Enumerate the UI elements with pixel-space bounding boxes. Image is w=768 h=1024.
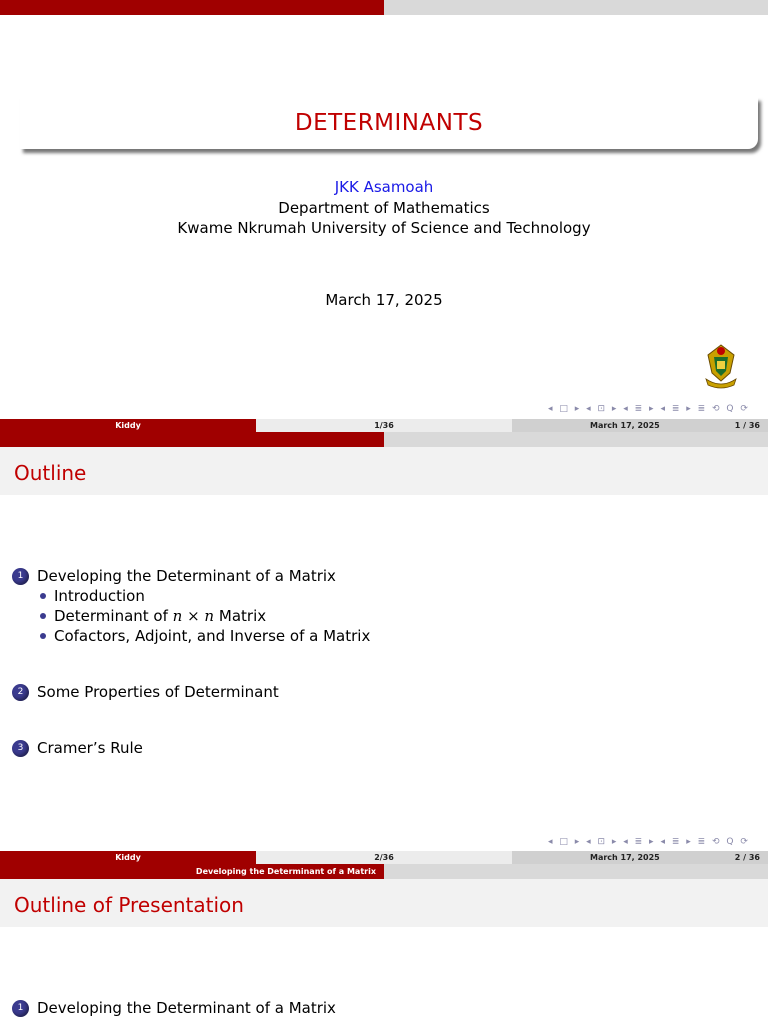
beamer-navigation-icons[interactable]: ◂ □ ▸ ◂ ⊡ ▸ ◂ ≣ ▸ ◂ ≣ ▸ ≣ ⟲ Q ⟳ bbox=[548, 404, 750, 414]
footer-bar-slide1 bbox=[0, 419, 768, 432]
bullet-icon bbox=[40, 613, 46, 619]
outline-item-label: Developing the Determinant of a Matrix bbox=[37, 999, 336, 1017]
outline-item-3[interactable] bbox=[12, 739, 143, 757]
beamer-navigation-icons-slide2[interactable]: ◂ □ ▸ ◂ ⊡ ▸ ◂ ≣ ▸ ◂ ≣ ▸ ≣ ⟲ Q ⟳ bbox=[548, 837, 750, 847]
footer-right bbox=[512, 851, 768, 864]
presentation-item-1[interactable] bbox=[12, 999, 336, 1017]
slide-title-box bbox=[20, 97, 758, 149]
subitem-label-suffix: Matrix bbox=[218, 607, 267, 625]
outline-subitem-introduction[interactable] bbox=[40, 587, 145, 605]
slide-title: DETERMINANTS bbox=[294, 110, 484, 136]
progress-bar-filled bbox=[0, 0, 384, 15]
outline-item-1[interactable] bbox=[12, 567, 336, 585]
footer-center: 1/36 bbox=[256, 419, 512, 432]
outline-subitem-determinant-nxn[interactable] bbox=[40, 607, 266, 625]
university: Kwame Nkrumah University of Science and Technology bbox=[177, 219, 591, 237]
university-crest-logo bbox=[700, 343, 742, 391]
subitem-label: Determinant of bbox=[54, 607, 168, 625]
footer-center: 2/36 bbox=[256, 851, 512, 864]
bullet-icon bbox=[40, 633, 46, 639]
footer-right bbox=[512, 419, 768, 432]
footer-page: 2 / 36 bbox=[734, 853, 760, 862]
subitem-label: Cofactors, Adjoint, and Inverse of a Matrix bbox=[54, 627, 371, 645]
item-number-badge: 2 bbox=[12, 684, 29, 701]
outline-item-label: Cramer’s Rule bbox=[37, 739, 143, 757]
math-n-times-n: n × n bbox=[172, 607, 215, 625]
progress-bar-empty bbox=[384, 0, 768, 15]
footer-author: Kiddy bbox=[0, 851, 256, 864]
footer-date: March 17, 2025 bbox=[590, 421, 660, 430]
item-number-badge: 1 bbox=[12, 1000, 29, 1017]
frame-title-slide2: Outline bbox=[14, 461, 87, 485]
presentation-date: March 17, 2025 bbox=[325, 291, 443, 309]
bullet-icon bbox=[40, 593, 46, 599]
footer-author: Kiddy bbox=[0, 419, 256, 432]
frame-title-slide3: Outline of Presentation bbox=[14, 893, 244, 917]
outline-item-label: Developing the Determinant of a Matrix bbox=[37, 567, 336, 585]
section-indicator-label: Developing the Determinant of a Matrix bbox=[195, 867, 376, 876]
outline-subitem-cofactors[interactable] bbox=[40, 627, 370, 645]
outline-item-label: Some Properties of Determinant bbox=[37, 683, 279, 701]
department: Department of Mathematics bbox=[278, 199, 490, 217]
author-name[interactable]: JKK Asamoah bbox=[334, 178, 434, 196]
frame-header-slide2 bbox=[0, 447, 768, 495]
footer-page: 1 / 36 bbox=[734, 421, 760, 430]
item-number-badge: 1 bbox=[12, 568, 29, 585]
footer-bar-slide2 bbox=[0, 851, 768, 864]
footer-date: March 17, 2025 bbox=[590, 853, 660, 862]
item-number-badge: 3 bbox=[12, 740, 29, 757]
subitem-label: Introduction bbox=[54, 587, 145, 605]
progress-bar-filled-slide2 bbox=[0, 432, 384, 447]
section-indicator[interactable] bbox=[0, 864, 384, 879]
outline-item-2[interactable] bbox=[12, 683, 279, 701]
